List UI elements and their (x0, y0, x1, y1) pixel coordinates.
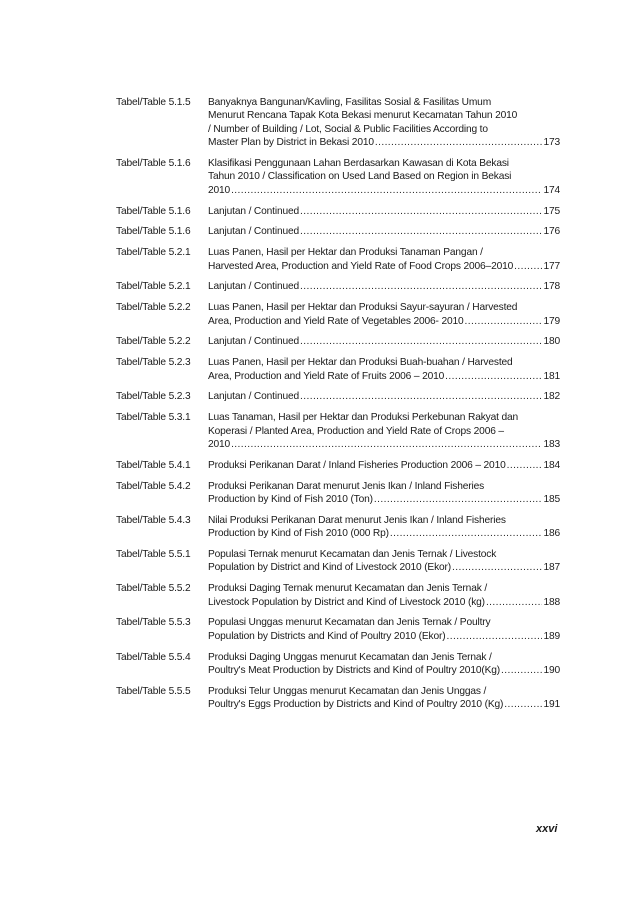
toc-entry-title-line: Populasi Ternak menurut Kecamatan dan Jenis Ternak / Livestock (208, 549, 497, 561)
toc-entry-title-line: Banyaknya Bangunan/Kavling, Fasilitas Sosial & Fasilitas Umum (208, 97, 492, 108)
dot-leader (486, 596, 543, 609)
toc-entry-title (208, 616, 560, 643)
toc-entry[interactable] (116, 246, 560, 273)
toc-entry-title-line: Menurut Rencana Tapak Kota Bekasi menurut Kecamatan Tahun 2010 (208, 110, 518, 122)
toc-entry-title (208, 335, 560, 348)
toc-entry-label: Tabel/Table 5.5.3 (116, 617, 191, 629)
toc-entry-title-line: Population by District and Kind of Livestock 2010 (Ekor) (208, 562, 452, 574)
toc-entry[interactable] (116, 301, 560, 328)
toc-entry-title-line: Livestock Population by District and Kind of Livestock 2010 (kg) (208, 596, 485, 608)
toc-entry-label: Tabel/Table 5.1.6 (116, 226, 191, 238)
toc-entry-title (208, 301, 560, 328)
toc-entry-title (208, 96, 560, 150)
toc-entry[interactable] (116, 685, 560, 712)
toc-entry-title-line: Production by Kind of Fish 2010 (Ton) (208, 494, 373, 506)
toc-entry-label: Tabel/Table 5.4.1 (116, 459, 191, 471)
toc-entry-last-line (208, 260, 560, 273)
toc-entry-page[interactable]: 182 (543, 391, 560, 403)
toc-entry[interactable] (116, 582, 560, 609)
toc-entry-title-line: Luas Panen, Hasil per Hektar dan Produksi Tanaman Pangan / (208, 247, 483, 259)
toc-entry-title (208, 390, 560, 403)
table-of-contents (116, 96, 560, 719)
toc-entry-label: Tabel/Table 5.1.6 (116, 158, 191, 170)
toc-entry-last-line (208, 561, 560, 574)
toc-entry-title-line: Produksi Daging Unggas menurut Kecamatan dan Jenis Ternak / (208, 651, 492, 663)
toc-entry-last-line (208, 438, 560, 451)
toc-entry-title (208, 280, 560, 293)
toc-entry-title (208, 356, 560, 383)
toc-entry-title-line: / Number of Building / Lot, Social & Public Facilities According to (208, 123, 488, 135)
dot-leader (300, 205, 542, 218)
toc-entry-title-line: Area, Production and Yield Rate of Vegetables 2006- 2010 (208, 315, 464, 327)
toc-entry-title-line: Koperasi / Planted Area, Production and Yield Rate of Crops 2006 – (208, 425, 504, 437)
toc-entry-page[interactable]: 179 (543, 315, 560, 327)
toc-entry-title-line: Produksi Perikanan Darat / Inland Fisheries Production 2006 – 2010 (208, 459, 506, 471)
toc-entry-last-line (208, 136, 560, 149)
toc-entry-title-line: Tahun 2010 / Classification on Used Land Based on Region in Bekasi (208, 171, 512, 183)
toc-entry-last-line (208, 335, 560, 348)
toc-entry-title (208, 459, 560, 472)
dot-leader (514, 260, 542, 273)
toc-entry-title-line: Lanjutan / Continued (208, 226, 300, 238)
toc-entry-label: Tabel/Table 5.4.3 (116, 514, 191, 526)
toc-entry-last-line (208, 370, 560, 383)
toc-entry-label: Tabel/Table 5.2.1 (116, 247, 191, 259)
toc-entry-page[interactable]: 180 (543, 336, 560, 348)
toc-entry-last-line (208, 664, 560, 677)
toc-entry-page[interactable]: 175 (543, 205, 560, 217)
toc-entry-label: Tabel/Table 5.2.2 (116, 302, 191, 314)
dot-leader (231, 438, 542, 451)
toc-entry-page[interactable]: 185 (543, 494, 560, 506)
toc-entry-page[interactable]: 173 (543, 137, 560, 149)
toc-entry-last-line (208, 596, 560, 609)
toc-entry-title (208, 651, 560, 678)
dot-leader (452, 561, 542, 574)
toc-entry-label: Tabel/Table 5.2.3 (116, 391, 191, 403)
page-number: xxvi (536, 823, 558, 835)
toc-entry-title-line: Nilai Produksi Perikanan Darat menurut Jenis Ikan / Inland Fisheries (208, 514, 506, 526)
toc-entry-label: Tabel/Table 5.2.3 (116, 357, 191, 369)
toc-entry-title (208, 582, 560, 609)
toc-entry-title (208, 246, 560, 273)
toc-entry-title-line: Luas Tanaman, Hasil per Hektar dan Produksi Perkebunan Rakyat dan (208, 412, 519, 424)
toc-entry[interactable] (116, 548, 560, 575)
toc-entry-page[interactable]: 184 (543, 459, 560, 471)
toc-entry[interactable] (116, 356, 560, 383)
toc-entry-page[interactable]: 174 (543, 184, 560, 196)
toc-entry-title-line: Produksi Telur Unggas menurut Kecamatan dan Jenis Unggas / (208, 685, 487, 697)
toc-entry-title-line: Produksi Daging Ternak menurut Kecamatan dan Jenis Ternak / (208, 583, 488, 595)
toc-entry-label: Tabel/Table 5.2.1 (116, 281, 191, 293)
dot-leader (445, 370, 542, 383)
toc-entry-label: Tabel/Table 5.1.5 (116, 97, 191, 108)
toc-entry-page[interactable]: 183 (543, 439, 560, 451)
toc-entry-title-line: Luas Panen, Hasil per Hektar dan Produksi Buah-buahan / Harvested (208, 357, 513, 369)
toc-entry-title-line: Poultry's Meat Production by Districts and Kind of Poultry 2010(Kg) (208, 665, 500, 677)
toc-entry-title-line: Harvested Area, Production and Yield Rate of Food Crops 2006–2010 (208, 260, 514, 272)
dot-leader (465, 315, 543, 328)
toc-entry-last-line (208, 184, 560, 197)
toc-entry-title-line: Produksi Perikanan Darat menurut Jenis Ikan / Inland Fisheries (208, 480, 485, 492)
dot-leader (501, 664, 542, 677)
toc-entry-label: Tabel/Table 5.1.6 (116, 205, 191, 217)
dot-leader (300, 335, 542, 348)
toc-entry-title-line: Lanjutan / Continued (208, 336, 300, 348)
toc-entry-title-line: Luas Panen, Hasil per Hektar dan Produksi Sayur-sayuran / Harvested (208, 302, 518, 314)
toc-entry-title-line: 2010 (208, 439, 231, 451)
toc-entry[interactable] (116, 459, 560, 472)
toc-entry-title (208, 157, 560, 197)
toc-entry-last-line (208, 698, 560, 711)
toc-entry-label: Tabel/Table 5.3.1 (116, 412, 191, 424)
toc-entry-title-line: Area, Production and Yield Rate of Fruits 2006 – 2010 (208, 370, 445, 382)
toc-entry-title-line: Population by Districts and Kind of Poultry 2010 (Ekor) (208, 630, 446, 642)
dot-leader (374, 493, 543, 506)
toc-entry-last-line (208, 459, 560, 472)
toc-entry-title (208, 480, 560, 507)
toc-entry-label: Tabel/Table 5.5.5 (116, 685, 191, 697)
toc-entry-title (208, 205, 560, 218)
toc-entry-page[interactable]: 177 (543, 260, 560, 272)
toc-entry-last-line (208, 493, 560, 506)
toc-entry-last-line (208, 630, 560, 643)
toc-entry-last-line (208, 527, 560, 540)
toc-entry-title (208, 548, 560, 575)
toc-entry-page[interactable]: 181 (543, 370, 560, 382)
toc-entry[interactable] (116, 390, 560, 403)
toc-entry-last-line (208, 205, 560, 218)
toc-entry[interactable] (116, 157, 560, 197)
dot-leader (447, 630, 543, 643)
toc-entry-page[interactable]: 176 (543, 226, 560, 238)
toc-entry[interactable] (116, 205, 560, 218)
toc-entry-title (208, 514, 560, 541)
toc-entry[interactable] (116, 225, 560, 238)
toc-entry-title-line: Lanjutan / Continued (208, 205, 300, 217)
toc-entry-page[interactable]: 186 (543, 528, 560, 540)
toc-entry-title-line: Lanjutan / Continued (208, 281, 300, 293)
toc-entry-title (208, 685, 560, 712)
dot-leader (507, 459, 543, 472)
toc-entry-label: Tabel/Table 5.5.1 (116, 549, 191, 561)
toc-entry-last-line (208, 390, 560, 403)
toc-entry[interactable] (116, 480, 560, 507)
dot-leader (390, 527, 543, 540)
toc-entry-title-line: Lanjutan / Continued (208, 391, 300, 403)
toc-entry-page[interactable]: 187 (543, 562, 560, 574)
toc-entry-title-line: Poultry's Eggs Production by Districts and Kind of Poultry 2010 (Kg) (208, 699, 504, 711)
toc-entry[interactable] (116, 514, 560, 541)
toc-entry-label: Tabel/Table 5.2.2 (116, 336, 191, 348)
toc-entry-page[interactable]: 191 (543, 699, 560, 711)
dot-leader (504, 698, 542, 711)
toc-entry-title-line: Populasi Unggas menurut Kecamatan dan Jenis Ternak / Poultry (208, 617, 491, 629)
toc-entry-title-line: 2010 (208, 184, 231, 196)
dot-leader (231, 184, 542, 197)
toc-entry-label: Tabel/Table 5.5.4 (116, 651, 191, 663)
dot-leader (300, 390, 542, 403)
toc-entry-last-line (208, 280, 560, 293)
toc-entry[interactable] (116, 96, 560, 150)
toc-entry-page[interactable]: 190 (543, 665, 560, 677)
toc-entry-page[interactable]: 189 (543, 630, 560, 642)
dot-leader (300, 225, 542, 238)
toc-entry-title-line: Klasifikasi Penggunaan Lahan Berdasarkan Kawasan di Kota Bekasi (208, 158, 509, 170)
toc-entry-page[interactable]: 188 (543, 596, 560, 608)
dot-leader (300, 280, 542, 293)
toc-entry[interactable] (116, 280, 560, 293)
toc-entry[interactable] (116, 651, 560, 678)
toc-entry-label: Tabel/Table 5.4.2 (116, 480, 191, 492)
toc-entry[interactable] (116, 411, 560, 451)
toc-entry-title-line: Master Plan by District in Bekasi 2010 (208, 137, 374, 149)
toc-entry-last-line (208, 225, 560, 238)
toc-entry-page[interactable]: 178 (543, 281, 560, 293)
toc-entry-last-line (208, 315, 560, 328)
toc-entry-title (208, 411, 560, 451)
toc-entry[interactable] (116, 616, 560, 643)
dot-leader (375, 136, 543, 149)
toc-entry-label: Tabel/Table 5.5.2 (116, 583, 191, 595)
toc-entry-title (208, 225, 560, 238)
toc-entry[interactable] (116, 335, 560, 348)
toc-entry-title-line: Production by Kind of Fish 2010 (000 Rp) (208, 528, 389, 540)
